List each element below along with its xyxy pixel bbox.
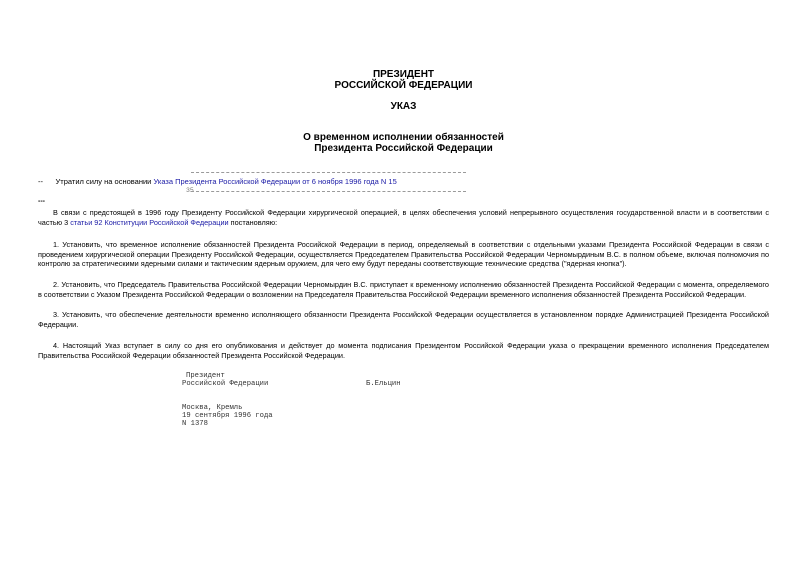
paragraph-1: 1. Установить, что временное исполнение обязанностей Президента Российской Федерации в период, определяемый в соответствии с отдельными указами Президента Российской Федерации в связи с проведением хирургической операции Президенту Российской Федерации, осуществляется Председателем Правительства Российской Федерации Черномырдиным В.С. в полном объеме, включая полномочия по контролю за стратегическими ядерными силами и тактическим ядерным оружием, для чего ему будут переданы соответствующие технические средства ("ядерная кнопка"). [38, 240, 769, 269]
document-title-line-1: О временном исполнении обязанностей [303, 132, 504, 143]
document-title-line-2: Президента Российской Федерации [314, 143, 493, 154]
note-prefix: -- [38, 177, 43, 186]
paragraph-2: 2. Установить, что Председатель Правительства Российской Федерации Черномырдин В.С. приступает к временному исполнению обязанностей Президента Российской Федерации с момента, определяемого в соответствии с Указом Президента Российской Федерации о возложении на Председателя Правительства Российской Федерации временного исполнения обязанностей Президента Российской Федерации. [38, 280, 769, 299]
preamble-text: В связи с предстоящей в 1996 году Президенту Российской Федерации хирургической операцией, в целях обеспечения условий непрерывного осуществления государственной власти и в соответствии с частью 3 [38, 208, 769, 227]
note-divider-bottom [191, 191, 466, 192]
document-type: УКАЗ [390, 101, 417, 112]
page-number: 35 [186, 187, 194, 194]
preamble-decree: постановляю: [230, 217, 278, 227]
signing-date: 19 сентября 1996 года [182, 412, 273, 420]
signer-title-1: Президент [186, 372, 225, 380]
paragraph-3: 3. Установить, что обеспечение деятельности временно исполняющего обязанности Президента Российской Федерации осуществляется в установленном порядке Администрацией Президента Российской Федерации. [38, 310, 769, 329]
paragraph-4: 4. Настоящий Указ вступает в силу со дня его опубликования и действует до момента подписания Президентом Российской Федерации указа о прекращении временного исполнения Председателем Правительства Российской Федерации обязанностей Президента Российской Федерации. [38, 341, 769, 360]
signer-name: Б.Ельцин [366, 380, 401, 388]
decree-number: N 1378 [182, 420, 208, 428]
signer-title-2: Российской Федерации [182, 380, 269, 388]
repeal-decree-link[interactable]: Указа Президента Российской Федерации от 6 ноября 1996 года N 15 [153, 177, 397, 186]
separator-mark: --- [38, 198, 45, 205]
preamble [38, 208, 769, 227]
note-divider-top [191, 172, 466, 173]
note-text: Утратил силу на основании [55, 177, 152, 186]
issuer-line-1: ПРЕЗИДЕНТ [372, 69, 435, 80]
repeal-note [38, 177, 397, 186]
issuer-line-2: РОССИЙСКОЙ ФЕДЕРАЦИИ [334, 80, 473, 91]
signing-place: Москва, Кремль [182, 404, 243, 412]
constitution-link[interactable]: статьи 92 Конституции Российской Федерации [70, 217, 229, 227]
